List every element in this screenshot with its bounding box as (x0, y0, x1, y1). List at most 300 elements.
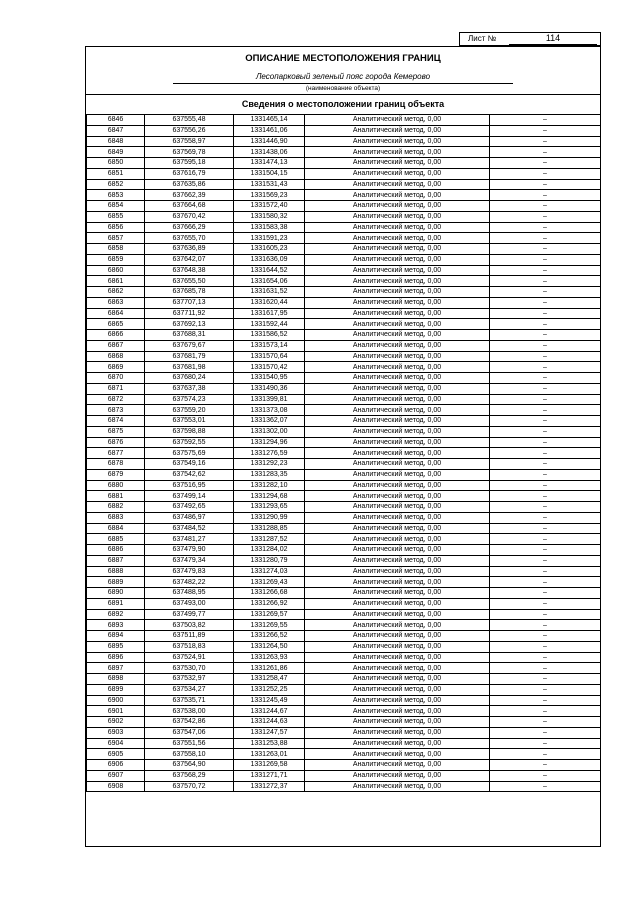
coord-x-cell: 637484,52 (145, 523, 234, 534)
method-accuracy-cell: Аналитический метод, 0,00 (305, 480, 490, 491)
coord-x-cell: 637711,92 (145, 308, 234, 319)
method-accuracy-cell: Аналитический метод, 0,00 (305, 179, 490, 190)
coord-y-cell: 1331570,64 (234, 351, 305, 362)
table-row (87, 631, 601, 642)
coord-x-cell: 637551,56 (145, 738, 234, 749)
note-cell: – (490, 652, 601, 663)
table-row (87, 158, 601, 169)
table-row (87, 760, 601, 771)
coord-x-cell: 637503,82 (145, 620, 234, 631)
method-accuracy-cell: Аналитический метод, 0,00 (305, 727, 490, 738)
coord-y-cell: 1331272,37 (234, 781, 305, 792)
table-row (87, 749, 601, 760)
coord-x-cell: 637570,72 (145, 781, 234, 792)
note-cell: – (490, 760, 601, 771)
coord-y-cell: 1331580,32 (234, 211, 305, 222)
point-number-cell: 6859 (87, 254, 145, 265)
table-row (87, 448, 601, 459)
note-cell: – (490, 448, 601, 459)
note-cell: – (490, 340, 601, 351)
point-number-cell: 6866 (87, 330, 145, 341)
note-cell: – (490, 211, 601, 222)
coord-x-cell: 637635,86 (145, 179, 234, 190)
coord-x-cell: 637680,24 (145, 373, 234, 384)
table-row (87, 244, 601, 255)
table-row (87, 125, 601, 136)
point-number-cell: 6889 (87, 577, 145, 588)
coord-y-cell: 1331264,50 (234, 641, 305, 652)
point-number-cell: 6854 (87, 201, 145, 212)
coord-x-cell: 637707,13 (145, 297, 234, 308)
coord-x-cell: 637679,67 (145, 340, 234, 351)
coord-y-cell: 1331274,03 (234, 566, 305, 577)
method-accuracy-cell: Аналитический метод, 0,00 (305, 211, 490, 222)
coord-y-cell: 1331504,15 (234, 168, 305, 179)
coord-x-cell: 637559,20 (145, 405, 234, 416)
coord-y-cell: 1331654,06 (234, 276, 305, 287)
note-cell: – (490, 168, 601, 179)
point-number-cell: 6850 (87, 158, 145, 169)
coord-y-cell: 1331269,57 (234, 609, 305, 620)
point-number-cell: 6892 (87, 609, 145, 620)
coord-x-cell: 637664,68 (145, 201, 234, 212)
note-cell: – (490, 233, 601, 244)
method-accuracy-cell: Аналитический метод, 0,00 (305, 115, 490, 126)
method-accuracy-cell: Аналитический метод, 0,00 (305, 416, 490, 427)
note-cell: – (490, 598, 601, 609)
point-number-cell: 6906 (87, 760, 145, 771)
coord-y-cell: 1331266,68 (234, 588, 305, 599)
point-number-cell: 6895 (87, 641, 145, 652)
method-accuracy-cell: Аналитический метод, 0,00 (305, 491, 490, 502)
note-cell: – (490, 641, 601, 652)
coord-y-cell: 1331570,42 (234, 362, 305, 373)
table-row (87, 555, 601, 566)
coord-y-cell: 1331263,93 (234, 652, 305, 663)
point-number-cell: 6902 (87, 717, 145, 728)
note-cell: – (490, 555, 601, 566)
table-row (87, 770, 601, 781)
table-row (87, 233, 601, 244)
method-accuracy-cell: Аналитический метод, 0,00 (305, 158, 490, 169)
point-number-cell: 6887 (87, 555, 145, 566)
table-row (87, 502, 601, 513)
note-cell: – (490, 158, 601, 169)
coord-y-cell: 1331244,67 (234, 706, 305, 717)
point-number-cell: 6899 (87, 684, 145, 695)
table-row (87, 179, 601, 190)
coord-x-cell: 637479,34 (145, 555, 234, 566)
coord-y-cell: 1331586,52 (234, 330, 305, 341)
table-row (87, 695, 601, 706)
note-cell: – (490, 297, 601, 308)
coord-x-cell: 637592,55 (145, 437, 234, 448)
note-cell: – (490, 674, 601, 685)
note-cell: – (490, 480, 601, 491)
method-accuracy-cell: Аналитический метод, 0,00 (305, 383, 490, 394)
note-cell: – (490, 437, 601, 448)
coord-x-cell: 637692,13 (145, 319, 234, 330)
method-accuracy-cell: Аналитический метод, 0,00 (305, 362, 490, 373)
method-accuracy-cell: Аналитический метод, 0,00 (305, 190, 490, 201)
method-accuracy-cell: Аналитический метод, 0,00 (305, 598, 490, 609)
note-cell: – (490, 512, 601, 523)
point-number-cell: 6908 (87, 781, 145, 792)
coord-x-cell: 637488,95 (145, 588, 234, 599)
method-accuracy-cell: Аналитический метод, 0,00 (305, 620, 490, 631)
method-accuracy-cell: Аналитический метод, 0,00 (305, 351, 490, 362)
coord-x-cell: 637670,42 (145, 211, 234, 222)
table-row (87, 136, 601, 147)
point-number-cell: 6881 (87, 491, 145, 502)
note-cell: – (490, 749, 601, 760)
coord-y-cell: 1331283,35 (234, 469, 305, 480)
coord-x-cell: 637574,23 (145, 394, 234, 405)
method-accuracy-cell: Аналитический метод, 0,00 (305, 147, 490, 158)
method-accuracy-cell: Аналитический метод, 0,00 (305, 706, 490, 717)
coord-x-cell: 637558,10 (145, 749, 234, 760)
table-row (87, 609, 601, 620)
method-accuracy-cell: Аналитический метод, 0,00 (305, 760, 490, 771)
table-row (87, 469, 601, 480)
note-cell: – (490, 179, 601, 190)
point-number-cell: 6891 (87, 598, 145, 609)
note-cell: – (490, 469, 601, 480)
coord-y-cell: 1331592,44 (234, 319, 305, 330)
coord-x-cell: 637479,90 (145, 545, 234, 556)
method-accuracy-cell: Аналитический метод, 0,00 (305, 297, 490, 308)
coord-y-cell: 1331631,52 (234, 287, 305, 298)
coord-y-cell: 1331280,79 (234, 555, 305, 566)
coord-x-cell: 637516,95 (145, 480, 234, 491)
table-row (87, 373, 601, 384)
method-accuracy-cell: Аналитический метод, 0,00 (305, 448, 490, 459)
method-accuracy-cell: Аналитический метод, 0,00 (305, 125, 490, 136)
point-number-cell: 6869 (87, 362, 145, 373)
coord-x-cell: 637556,26 (145, 125, 234, 136)
point-number-cell: 6857 (87, 233, 145, 244)
note-cell: – (490, 523, 601, 534)
table-row (87, 287, 601, 298)
table-row (87, 340, 601, 351)
coord-x-cell: 637616,79 (145, 168, 234, 179)
point-number-cell: 6862 (87, 287, 145, 298)
point-number-cell: 6863 (87, 297, 145, 308)
method-accuracy-cell: Аналитический метод, 0,00 (305, 502, 490, 513)
coord-y-cell: 1331636,09 (234, 254, 305, 265)
coord-x-cell: 637479,83 (145, 566, 234, 577)
method-accuracy-cell: Аналитический метод, 0,00 (305, 652, 490, 663)
table-row (87, 405, 601, 416)
coord-x-cell: 637486,97 (145, 512, 234, 523)
method-accuracy-cell: Аналитический метод, 0,00 (305, 684, 490, 695)
note-cell: – (490, 394, 601, 405)
coord-y-cell: 1331531,43 (234, 179, 305, 190)
coord-x-cell: 637534,27 (145, 684, 234, 695)
point-number-cell: 6883 (87, 512, 145, 523)
note-cell: – (490, 491, 601, 502)
method-accuracy-cell: Аналитический метод, 0,00 (305, 437, 490, 448)
point-number-cell: 6896 (87, 652, 145, 663)
coord-y-cell: 1331244,63 (234, 717, 305, 728)
point-number-cell: 6871 (87, 383, 145, 394)
point-number-cell: 6874 (87, 416, 145, 427)
table-row (87, 115, 601, 126)
note-cell: – (490, 201, 601, 212)
point-number-cell: 6878 (87, 459, 145, 470)
coord-y-cell: 1331269,58 (234, 760, 305, 771)
note-cell: – (490, 383, 601, 394)
coord-x-cell: 637499,14 (145, 491, 234, 502)
point-number-cell: 6890 (87, 588, 145, 599)
note-cell: – (490, 631, 601, 642)
coord-y-cell: 1331572,40 (234, 201, 305, 212)
note-cell: – (490, 330, 601, 341)
coord-x-cell: 637685,78 (145, 287, 234, 298)
table-row (87, 598, 601, 609)
table-row (87, 620, 601, 631)
note-cell: – (490, 684, 601, 695)
method-accuracy-cell: Аналитический метод, 0,00 (305, 308, 490, 319)
coord-y-cell: 1331247,57 (234, 727, 305, 738)
point-number-cell: 6870 (87, 373, 145, 384)
method-accuracy-cell: Аналитический метод, 0,00 (305, 512, 490, 523)
table-row (87, 351, 601, 362)
point-number-cell: 6865 (87, 319, 145, 330)
point-number-cell: 6861 (87, 276, 145, 287)
note-cell: – (490, 319, 601, 330)
method-accuracy-cell: Аналитический метод, 0,00 (305, 674, 490, 685)
coord-x-cell: 637518,83 (145, 641, 234, 652)
point-number-cell: 6867 (87, 340, 145, 351)
table-row (87, 652, 601, 663)
coord-x-cell: 637636,89 (145, 244, 234, 255)
coord-x-cell: 637569,78 (145, 147, 234, 158)
coord-y-cell: 1331583,38 (234, 222, 305, 233)
note-cell: – (490, 373, 601, 384)
method-accuracy-cell: Аналитический метод, 0,00 (305, 340, 490, 351)
coord-y-cell: 1331446,90 (234, 136, 305, 147)
point-number-cell: 6894 (87, 631, 145, 642)
table-row (87, 308, 601, 319)
coord-x-cell: 637532,97 (145, 674, 234, 685)
method-accuracy-cell: Аналитический метод, 0,00 (305, 566, 490, 577)
point-number-cell: 6901 (87, 706, 145, 717)
object-name: Лесопарковый зеленый пояс города Кемерово (255, 72, 431, 81)
point-number-cell: 6856 (87, 222, 145, 233)
coord-x-cell: 637637,38 (145, 383, 234, 394)
sheet-number-underline (509, 44, 597, 45)
point-number-cell: 6873 (87, 405, 145, 416)
method-accuracy-cell: Аналитический метод, 0,00 (305, 330, 490, 341)
coord-x-cell: 637553,01 (145, 416, 234, 427)
coord-y-cell: 1331620,44 (234, 297, 305, 308)
point-number-cell: 6868 (87, 351, 145, 362)
coordinates-table-body (87, 115, 601, 792)
note-cell: – (490, 287, 601, 298)
table-row (87, 641, 601, 652)
coord-x-cell: 637499,77 (145, 609, 234, 620)
coord-y-cell: 1331253,88 (234, 738, 305, 749)
coord-x-cell: 637655,70 (145, 233, 234, 244)
point-number-cell: 6905 (87, 749, 145, 760)
table-row (87, 781, 601, 792)
method-accuracy-cell: Аналитический метод, 0,00 (305, 287, 490, 298)
note-cell: – (490, 620, 601, 631)
coord-y-cell: 1331461,06 (234, 125, 305, 136)
note-cell: – (490, 717, 601, 728)
coord-y-cell: 1331266,52 (234, 631, 305, 642)
coord-x-cell: 637662,39 (145, 190, 234, 201)
point-number-cell: 6884 (87, 523, 145, 534)
note-cell: – (490, 695, 601, 706)
method-accuracy-cell: Аналитический метод, 0,00 (305, 609, 490, 620)
table-row (87, 491, 601, 502)
coord-y-cell: 1331290,99 (234, 512, 305, 523)
point-number-cell: 6849 (87, 147, 145, 158)
note-cell: – (490, 190, 601, 201)
note-cell: – (490, 577, 601, 588)
table-row (87, 362, 601, 373)
method-accuracy-cell: Аналитический метод, 0,00 (305, 233, 490, 244)
table-row (87, 437, 601, 448)
point-number-cell: 6848 (87, 136, 145, 147)
coord-x-cell: 637524,91 (145, 652, 234, 663)
table-row (87, 383, 601, 394)
coord-x-cell: 637542,62 (145, 469, 234, 480)
table-row (87, 684, 601, 695)
note-cell: – (490, 244, 601, 255)
coord-y-cell: 1331569,23 (234, 190, 305, 201)
coord-x-cell: 637481,27 (145, 534, 234, 545)
table-row (87, 534, 601, 545)
note-cell: – (490, 405, 601, 416)
table-row (87, 523, 601, 534)
table-row (87, 674, 601, 685)
method-accuracy-cell: Аналитический метод, 0,00 (305, 459, 490, 470)
table-row (87, 190, 601, 201)
method-accuracy-cell: Аналитический метод, 0,00 (305, 577, 490, 588)
point-number-cell: 6877 (87, 448, 145, 459)
method-accuracy-cell: Аналитический метод, 0,00 (305, 738, 490, 749)
table-row (87, 254, 601, 265)
table-row (87, 330, 601, 341)
method-accuracy-cell: Аналитический метод, 0,00 (305, 749, 490, 760)
point-number-cell: 6858 (87, 244, 145, 255)
point-number-cell: 6907 (87, 770, 145, 781)
point-number-cell: 6876 (87, 437, 145, 448)
note-cell: – (490, 222, 601, 233)
method-accuracy-cell: Аналитический метод, 0,00 (305, 770, 490, 781)
coord-x-cell: 637547,06 (145, 727, 234, 738)
point-number-cell: 6903 (87, 727, 145, 738)
coord-x-cell: 637542,86 (145, 717, 234, 728)
table-row (87, 706, 601, 717)
note-cell: – (490, 362, 601, 373)
table-row (87, 738, 601, 749)
table-row (87, 566, 601, 577)
object-name-underline (173, 83, 513, 84)
note-cell: – (490, 609, 601, 620)
point-number-cell: 6888 (87, 566, 145, 577)
note-cell: – (490, 781, 601, 792)
note-cell: – (490, 545, 601, 556)
method-accuracy-cell: Аналитический метод, 0,00 (305, 254, 490, 265)
coordinates-table (86, 114, 601, 792)
method-accuracy-cell: Аналитический метод, 0,00 (305, 244, 490, 255)
coord-y-cell: 1331269,55 (234, 620, 305, 631)
point-number-cell: 6872 (87, 394, 145, 405)
coord-y-cell: 1331540,95 (234, 373, 305, 384)
method-accuracy-cell: Аналитический метод, 0,00 (305, 222, 490, 233)
note-cell: – (490, 566, 601, 577)
point-number-cell: 6879 (87, 469, 145, 480)
point-number-cell: 6852 (87, 179, 145, 190)
note-cell: – (490, 276, 601, 287)
coord-y-cell: 1331261,86 (234, 663, 305, 674)
coord-x-cell: 637655,50 (145, 276, 234, 287)
method-accuracy-cell: Аналитический метод, 0,00 (305, 201, 490, 212)
note-cell: – (490, 136, 601, 147)
method-accuracy-cell: Аналитический метод, 0,00 (305, 717, 490, 728)
coord-y-cell: 1331302,00 (234, 426, 305, 437)
point-number-cell: 6853 (87, 190, 145, 201)
coord-x-cell: 637535,71 (145, 695, 234, 706)
coord-x-cell: 637538,00 (145, 706, 234, 717)
method-accuracy-cell: Аналитический метод, 0,00 (305, 523, 490, 534)
coord-y-cell: 1331474,13 (234, 158, 305, 169)
point-number-cell: 6885 (87, 534, 145, 545)
method-accuracy-cell: Аналитический метод, 0,00 (305, 276, 490, 287)
note-cell: – (490, 416, 601, 427)
table-row (87, 577, 601, 588)
coord-x-cell: 637688,31 (145, 330, 234, 341)
coord-x-cell: 637558,97 (145, 136, 234, 147)
coord-x-cell: 637648,38 (145, 265, 234, 276)
note-cell: – (490, 115, 601, 126)
coord-x-cell: 637530,70 (145, 663, 234, 674)
table-row (87, 545, 601, 556)
coord-x-cell: 637555,48 (145, 115, 234, 126)
note-cell: – (490, 265, 601, 276)
coord-x-cell: 637575,69 (145, 448, 234, 459)
method-accuracy-cell: Аналитический метод, 0,00 (305, 663, 490, 674)
point-number-cell: 6882 (87, 502, 145, 513)
coord-y-cell: 1331284,02 (234, 545, 305, 556)
note-cell: – (490, 351, 601, 362)
note-cell: – (490, 706, 601, 717)
coord-x-cell: 637564,90 (145, 760, 234, 771)
method-accuracy-cell: Аналитический метод, 0,00 (305, 405, 490, 416)
note-cell: – (490, 770, 601, 781)
table-row (87, 717, 601, 728)
note-cell: – (490, 534, 601, 545)
table-row (87, 727, 601, 738)
document-title: ОПИСАНИЕ МЕСТОПОЛОЖЕНИЯ ГРАНИЦ (245, 53, 441, 64)
note-cell: – (490, 147, 601, 158)
method-accuracy-cell: Аналитический метод, 0,00 (305, 265, 490, 276)
coord-y-cell: 1331573,14 (234, 340, 305, 351)
note-cell: – (490, 727, 601, 738)
coord-x-cell: 637568,29 (145, 770, 234, 781)
method-accuracy-cell: Аналитический метод, 0,00 (305, 641, 490, 652)
note-cell: – (490, 459, 601, 470)
point-number-cell: 6897 (87, 663, 145, 674)
coord-y-cell: 1331465,14 (234, 115, 305, 126)
table-row (87, 459, 601, 470)
table-row (87, 276, 601, 287)
note-cell: – (490, 125, 601, 136)
